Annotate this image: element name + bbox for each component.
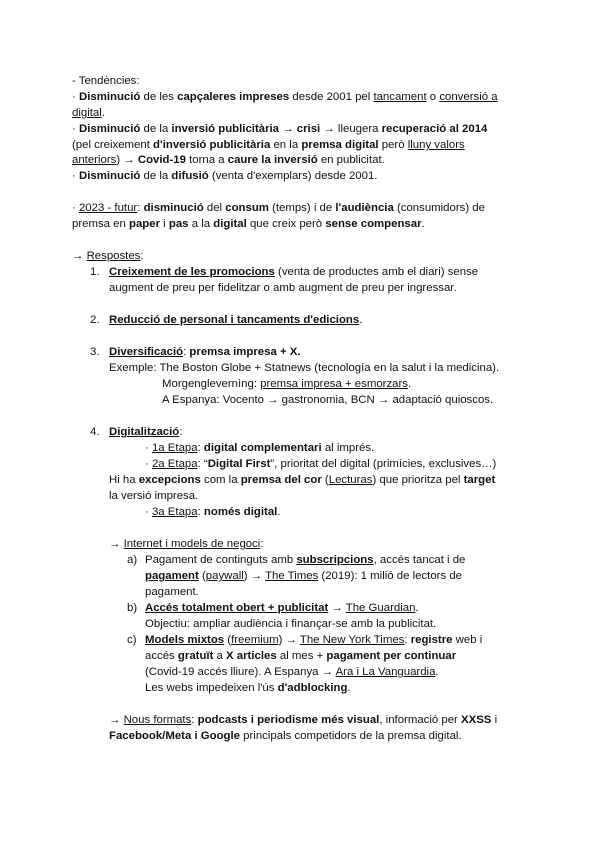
- digital-stage-3: · 3a Etapa: només digital.: [145, 506, 281, 518]
- list-number-3: 3.: [90, 346, 100, 358]
- tendency-bullet-1: · Disminució de les capçaleres impreses desde 2001 pel tancament o conversió a: [72, 91, 498, 103]
- response-item-1: Creixement de les promocions (venta de productes amb el diari) sense: [109, 266, 479, 278]
- section-title-respostes: → Respostes:: [72, 250, 144, 262]
- tendency-bullet-2-cont: (pel creixement d'inversió publicitària en la premsa digital però lluny valors: [72, 139, 465, 151]
- list-number-2: 2.: [90, 314, 100, 326]
- section-title-internet: → Internet i models de negoci:: [109, 538, 264, 550]
- list-number-1: 1.: [90, 266, 100, 278]
- futur-line-2: premsa en paper i pas a la digital que creix però sense compensar.: [72, 218, 425, 230]
- digital-stage-1: · 1a Etapa: digital complementari al imprés.: [145, 442, 375, 454]
- model-b-objective: Objectiu: ampliar audiència i finançar-se amb la publicitat.: [145, 618, 437, 630]
- model-label-a: a): [127, 554, 138, 566]
- list-number-4: 4.: [90, 426, 100, 438]
- section-title-tendencies: - Tendències:: [72, 75, 140, 87]
- digital-exceptions-cont: la versió impresa.: [109, 490, 199, 502]
- tendency-bullet-2-cont2: anteriors) → Covid-19 torna a caure la inversió en publicitat.: [72, 154, 385, 166]
- model-a: Pagament de continguts amb subscripcions, accés tancat i de: [145, 554, 466, 566]
- new-formats-line-1: → Nous formats: podcasts i periodisme més visual, informació per XXSS i: [109, 714, 498, 726]
- response-item-4: Digitalització:: [109, 426, 183, 438]
- response-item-1-cont: augment de preu per fidelitzar o amb augment de preu per ingressar.: [109, 282, 457, 294]
- tendency-bullet-2: · Disminució de la inversió publicitària → crisi → lleugera recuperació al 2014: [72, 123, 488, 135]
- model-label-c: c): [127, 634, 137, 646]
- response-item-3-example: Exemple: The Boston Globe + Statnews (tecnología en la salut i la medicina).: [109, 362, 500, 374]
- model-c: Models mixtos (freemium) → The New York Times: registre web i: [145, 634, 483, 646]
- model-c-cont3: Les webs impedeixen l'ús d'adblocking.: [145, 682, 351, 694]
- model-label-b: b): [127, 602, 138, 614]
- digital-stage-2: · 2a Etapa: “Digital First”, prioritat del digital (primícies, exclusives…): [145, 458, 497, 470]
- model-a-cont: pagament (paywall) → The Times (2019): 1 milió de lectors de: [145, 570, 462, 582]
- model-c-cont: accés gratuït a X articles al mes + pagament per continuar: [145, 650, 457, 662]
- digital-exceptions: Hi ha excepcions com la premsa del cor (Lecturas) que prioritza pel target: [109, 474, 496, 486]
- model-a-cont2: pagament.: [145, 586, 199, 598]
- tendency-bullet-3: · Disminució de la difusió (venta d'exemplars) desde 2001.: [72, 170, 378, 182]
- model-c-cont2: (Covid-19 accés lliure). A Espanya → Ara i La Vanguardia.: [145, 666, 439, 678]
- response-item-3-espanya: A Espanya: Vocento → gastronomia, BCN → adaptació quioscos.: [162, 394, 494, 406]
- new-formats-line-2: Facebook/Meta i Google principals competidors de la premsa digital.: [109, 730, 462, 742]
- futur-line-1: · 2023 - futur: disminució del consum (temps) i de l'audiència (consumidors) de: [72, 202, 485, 214]
- response-item-3: Diversificació: premsa impresa + X.: [109, 346, 301, 358]
- model-b: Accés totalment obert + publicitat → The Guardian.: [145, 602, 419, 614]
- tendency-bullet-1-cont: digital.: [72, 107, 105, 119]
- response-item-3-morgen: Morgenglevernìng: premsa impresa + esmorzars.: [162, 378, 412, 390]
- response-item-2: Reducció de personal i tancaments d'edicions.: [109, 314, 363, 326]
